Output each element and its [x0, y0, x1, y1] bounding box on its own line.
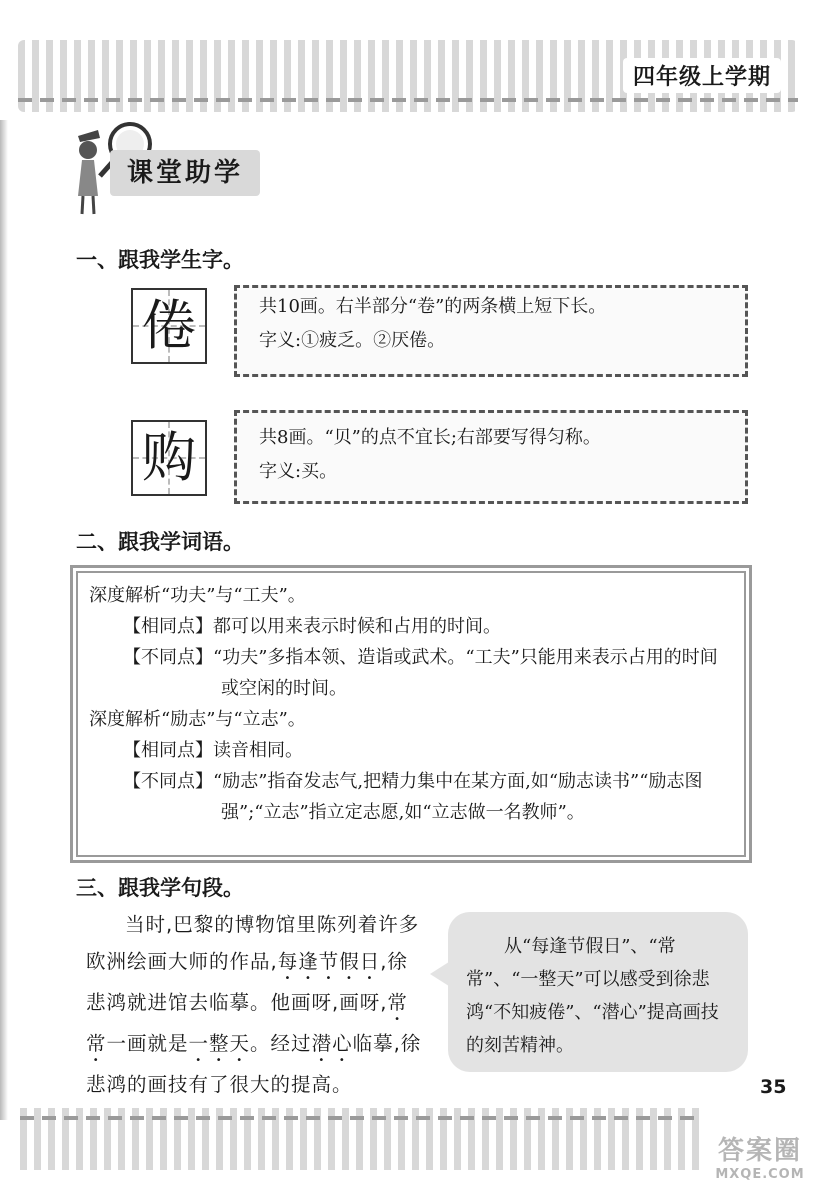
char-note-line: 共8画。“贝”的点不宜长;右部要写得匀称。 — [259, 427, 601, 448]
passage-segment: 。经过 — [250, 1032, 312, 1055]
grade-label: 四年级上学期 — [623, 58, 781, 93]
char-note-meaning: 字义:买。 — [259, 461, 338, 482]
analysis-note-bubble: 从“每逢节假日”、“常常”、“一整天”可以感受到徐悲鸿“不知疲倦”、“潜心”提高画技的刻苦精神。 — [448, 912, 748, 1072]
section3-heading: 三、跟我学句段。 — [76, 876, 244, 900]
vocab-intro: 深度解析“功夫”与“工夫”。 — [89, 585, 306, 606]
vocab-analysis-box — [70, 565, 752, 863]
passage-segment: 当时,巴黎的博物馆里陈列着许多欧洲绘画大师的作品, — [86, 913, 420, 973]
page-edge-shadow — [0, 120, 8, 1120]
char-note-line: 共10画。右半部分“卷”的两条横上短下长。 — [259, 296, 607, 317]
passage-segment: ,徐悲鸿就进馆去临摹。他画呀,画呀, — [86, 950, 408, 1014]
emphasized-phrase: 一整天 — [188, 1032, 251, 1055]
char-box-gou — [131, 420, 207, 496]
char-note-meaning: 字义:①疲乏。②厌倦。 — [259, 330, 446, 351]
vocab-intro: 深度解析“励志”与“立志”。 — [89, 709, 306, 730]
vocab-same-point: 【相同点】读音相同。 — [123, 740, 303, 761]
char-note-box-gou — [234, 410, 748, 504]
page-number: 35 — [760, 1076, 787, 1098]
passage-text — [86, 906, 426, 1103]
passage-segment: 一画就是 — [106, 1032, 189, 1055]
footer-stripe-band — [20, 1108, 700, 1170]
char-glyph: 倦 — [142, 294, 196, 357]
watermark-url: MXQE.COM — [715, 1167, 805, 1182]
vocab-diff-point: 【不同点】“功夫”多指本领、造诣或武术。“工夫”只能用来表示占用的时间或空闲的时间。 — [123, 647, 718, 699]
watermark-logo-text: 答案圈 — [717, 1136, 802, 1166]
char-box-juan — [131, 288, 207, 364]
section-banner-title: 课堂助学 — [110, 150, 260, 196]
emphasized-phrase: 常常 — [86, 991, 408, 1055]
char-note-box-juan — [234, 285, 748, 377]
site-watermark — [700, 1130, 820, 1182]
vocab-same-point: 【相同点】都可以用来表示时候和占用的时间。 — [123, 616, 501, 637]
section1-heading: 一、跟我学生字。 — [76, 248, 244, 272]
emphasized-phrase: 每逢节假日 — [277, 950, 381, 973]
emphasized-phrase: 潜心 — [311, 1032, 353, 1055]
char-glyph: 购 — [142, 426, 196, 489]
section2-heading: 二、跟我学词语。 — [76, 530, 244, 554]
vocab-diff-point: 【不同点】“励志”指奋发志气,把精力集中在某方面,如“励志读书”“励志图强”;“立志”指立定志愿,如“立志做一名教师”。 — [123, 771, 703, 823]
passage-segment: 临摹,徐悲鸿的画技有了很大的提高。 — [86, 1032, 422, 1096]
